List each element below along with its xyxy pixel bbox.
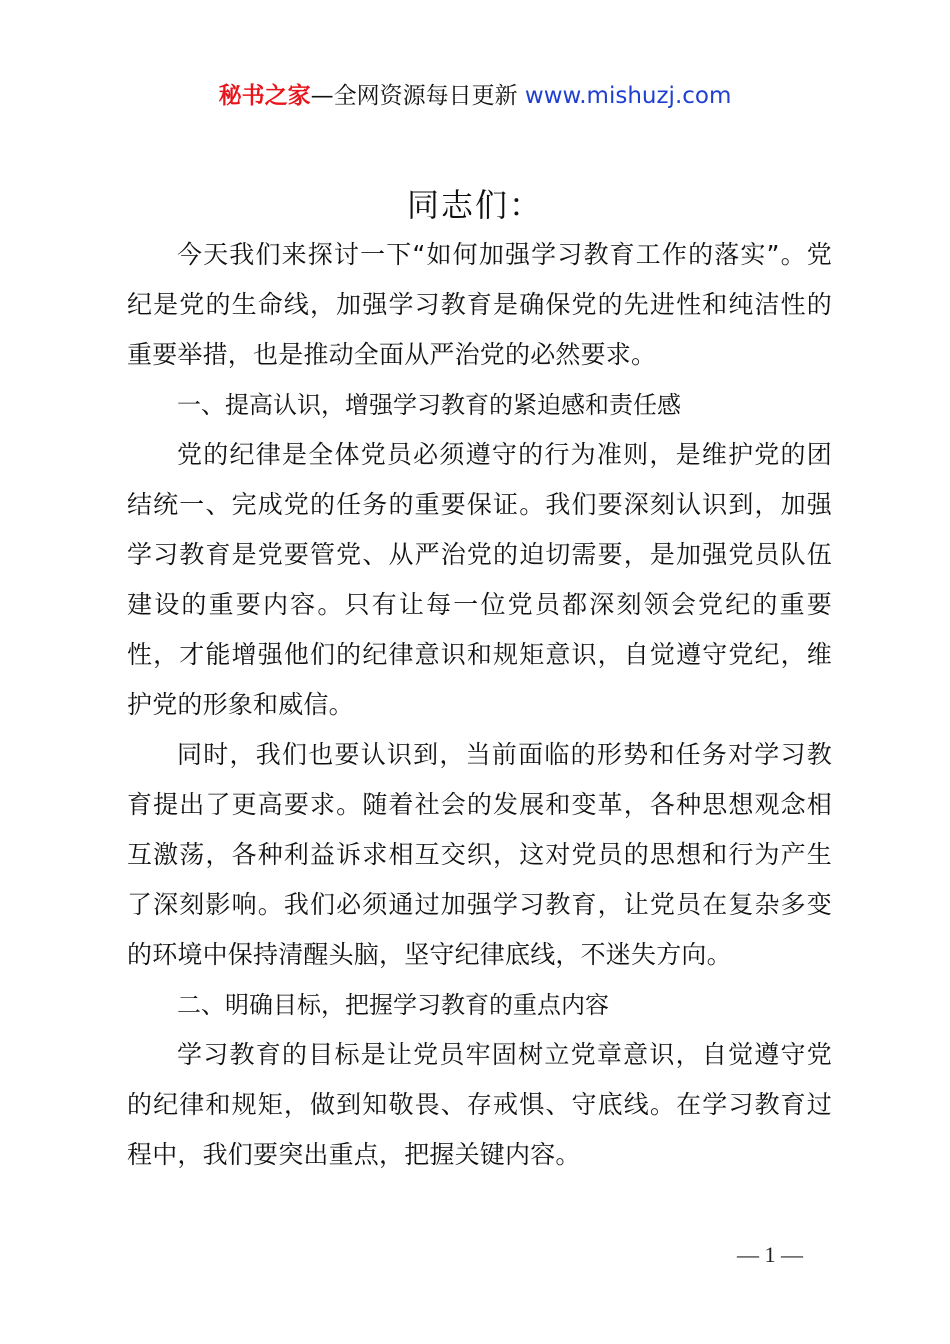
section-heading-1: 一、提高认识，增强学习教育的紧迫感和责任感 — [177, 391, 681, 419]
document-body — [127, 230, 832, 1180]
site-slogan: —全网资源每日更新 — [310, 83, 525, 109]
site-brand: 秘书之家 — [218, 83, 311, 109]
paragraph-goal: 学习教育的目标是让党员牢固树立党章意识，自觉遵守党的纪律和规矩，做到知敬畏、存戒惧、守底线。在学习教育过程中，我们要突出重点，把握关键内容。 — [127, 1040, 832, 1169]
site-header — [0, 80, 950, 112]
page-number: — 1 — — [737, 1242, 803, 1267]
paragraph-intro: 今天我们来探讨一下“如何加强学习教育工作的落实”。党纪是党的生命线，加强学习教育是确保党的先进性和纯洁性的重要举措，也是推动全面从严治党的必然要求。 — [127, 240, 832, 369]
site-url-link[interactable]: www.mishuzj.com — [524, 83, 732, 109]
paragraph-situation: 同时，我们也要认识到，当前面临的形势和任务对学习教育提出了更高要求。随着社会的发展和变革，各种思想观念相互激荡，各种利益诉求相互交织，这对党员的思想和行为产生了深刻影响。我们必须通过加强学习教育，让党员在复杂多变的环境中保持清醒头脑，坚守纪律底线，不迷失方向。 — [127, 740, 832, 969]
paragraph-discipline: 党的纪律是全体党员必须遵守的行为准则，是维护党的团结统一、完成党的任务的重要保证。我们要深刻认识到，加强学习教育是党要管党、从严治党的迫切需要，是加强党员队伍建设的重要内容。只有让每一位党员都深刻领会党纪的重要性，才能增强他们的纪律意识和规矩意识，自觉遵守党纪，维护党的形象和威信。 — [127, 440, 832, 719]
document-title: 同志们： — [406, 186, 543, 224]
section-heading-2: 二、明确目标，把握学习教育的重点内容 — [177, 991, 609, 1019]
